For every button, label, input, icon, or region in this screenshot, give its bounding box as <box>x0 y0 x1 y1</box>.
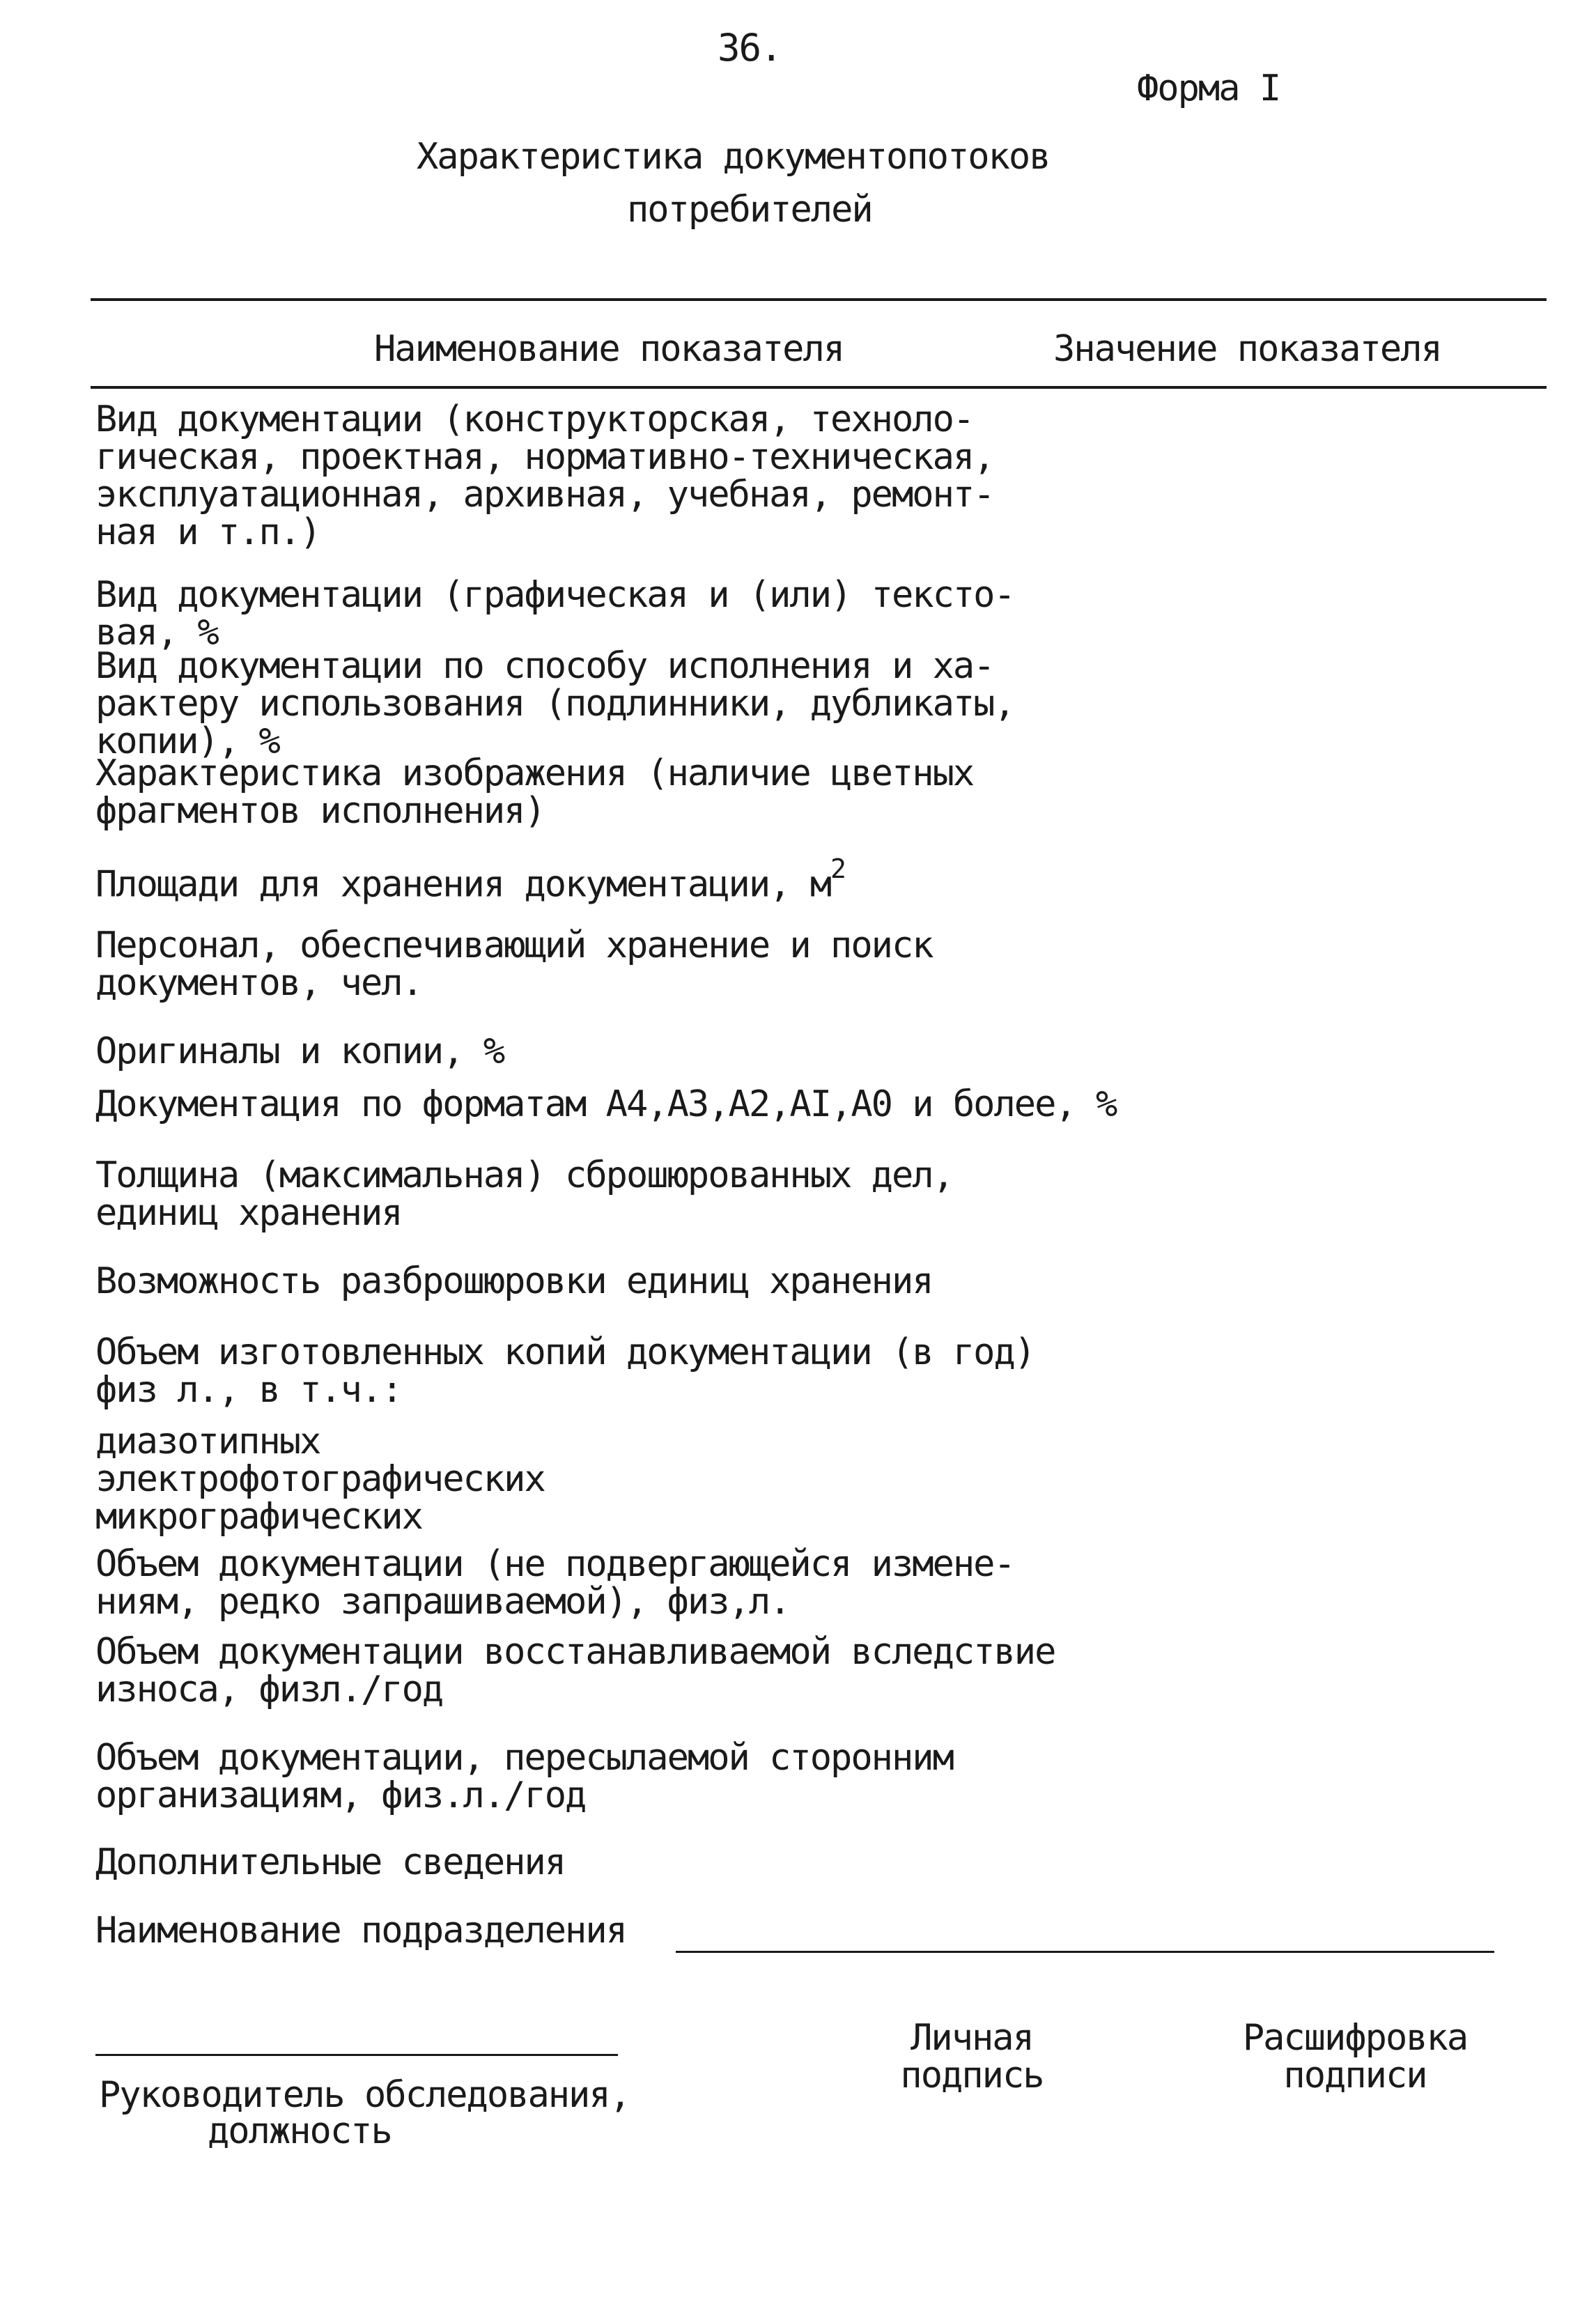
table-row-staff: Персонал, обеспечивающий хранение и поиск документов, чел. <box>95 925 933 1004</box>
column-header-name: Наименование показателя <box>374 328 844 370</box>
table-row-originals-copies: Оригиналы и копии, % <box>95 1030 504 1072</box>
table-row-thickness: Толщина (максимальная) сброшюрованных дел, единиц хранения <box>95 1154 953 1234</box>
personal-signature-label: Личная подпись <box>900 2017 1044 2096</box>
table-row-execution-method: Вид документации по способу исполнения и ха- рактеру использования (подлинники, дубликаты, копии), % <box>95 645 1014 762</box>
table-row-storage-area <box>95 853 845 906</box>
role-line-1: Руководитель обследования, <box>99 2074 630 2116</box>
division-label: Наименование подразделения <box>95 1910 626 1951</box>
table-row-unbinding: Возможность разброшюровки единиц хранения <box>95 1260 933 1302</box>
page-number: 36. <box>718 26 782 70</box>
table-row-additional-info: Дополнительные сведения <box>95 1841 566 1883</box>
form-label: Форма I <box>1137 68 1280 109</box>
storage-area-label: Площади для хранения документации, м <box>95 863 831 906</box>
column-header-value: Значение показателя <box>1053 328 1441 370</box>
division-name-underline <box>676 1951 1494 1953</box>
table-row-formats: Документация по форматам А4,А3,А2,АI,А0 и более, % <box>95 1083 1117 1125</box>
table-row-restored-volume: Объем документации восстанавливаемой вследствие износа, физл./год <box>95 1631 1055 1710</box>
role-signature-line <box>95 2054 618 2056</box>
signature-decoding-label: Расшифровка подписи <box>1242 2017 1468 2096</box>
table-row-copies-volume: Объем изготовленных копий документации (в год) физ л., в т.ч.: <box>95 1331 1035 1411</box>
title-line-2: потребителей <box>627 189 872 231</box>
table-row-doc-type: Вид документации (конструкторская, техноло- гическая, проектная, нормативно-техническая, эксплуатационная, архивная, учебная, ремонт- ная и т.п.) <box>95 399 994 553</box>
table-row-sent-volume: Объем документации, пересылаемой сторонним организациям, физ.л./год <box>95 1737 953 1816</box>
area-superscript: 2 <box>830 853 845 884</box>
title-line-1: Характеристика документопотоков <box>417 136 1050 178</box>
table-row-unchanged-volume: Объем документации (не подвергающейся измене- ниям, редко запрашиваемой), физ,л. <box>95 1543 1014 1623</box>
table-row-graphic-text: Вид документации (графическая и (или) тексто- вая, % <box>95 574 1014 654</box>
table-header-rule <box>91 386 1547 389</box>
table-row-image-characteristics: Характеристика изображения (наличие цветных фрагментов исполнения) <box>95 752 974 832</box>
table-top-rule <box>91 298 1547 301</box>
table-row-copy-methods: диазотипных электрофотографических микрографических <box>95 1421 545 1538</box>
role-line-2: должность <box>208 2110 392 2152</box>
